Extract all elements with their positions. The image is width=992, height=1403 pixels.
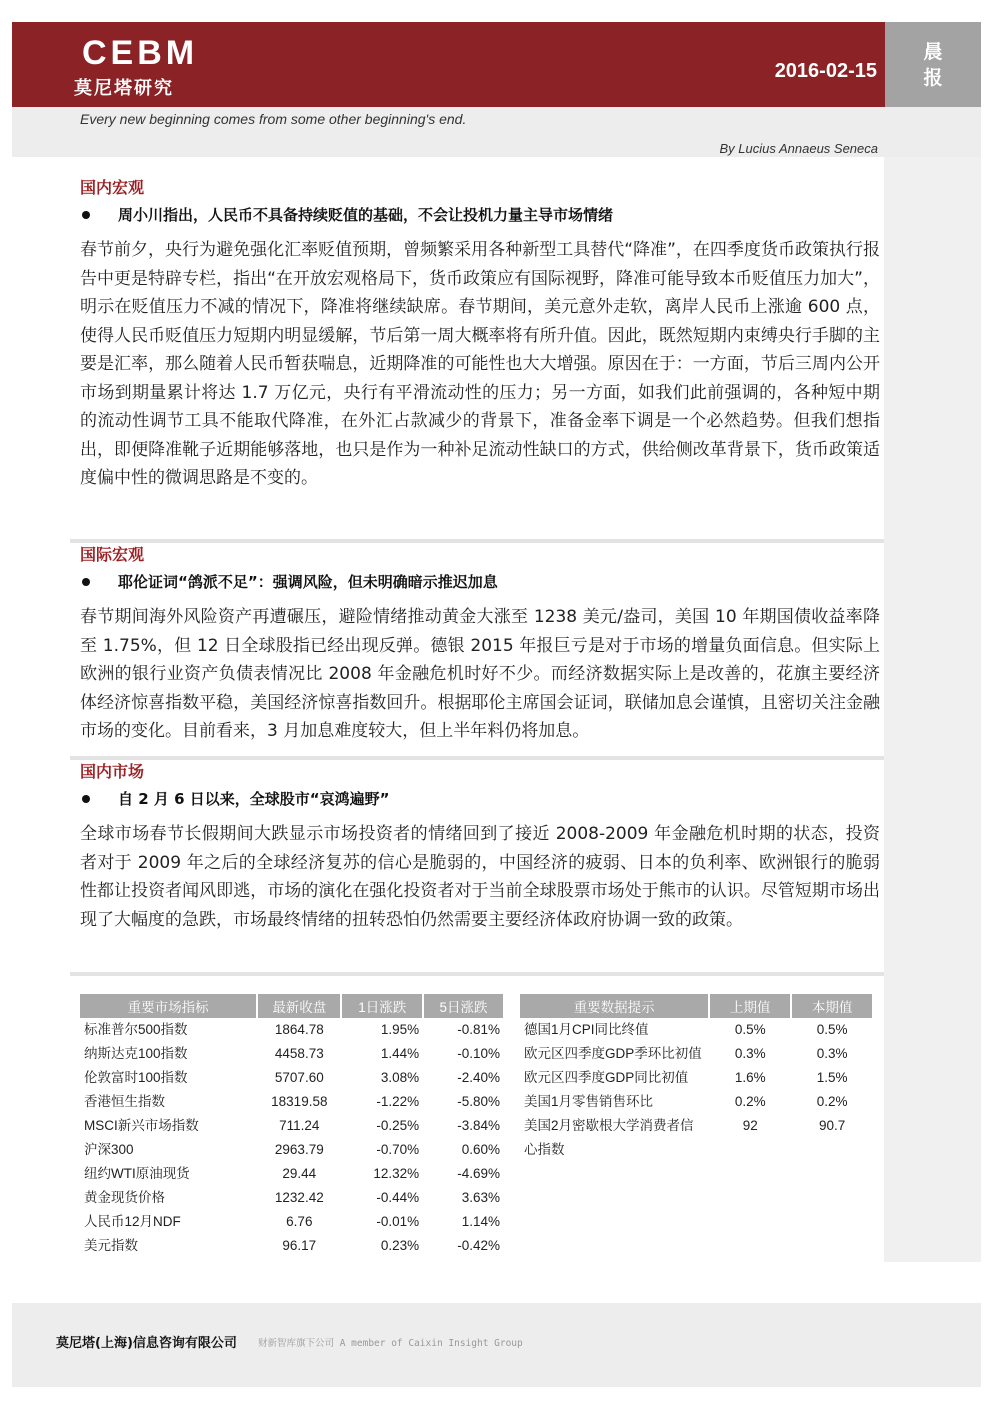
right-margin-strip — [884, 157, 981, 1262]
table-cell: -0.70% — [376, 1142, 420, 1157]
table-cell: 伦敦富时100指数 — [84, 1070, 188, 1085]
table-cell: -5.80% — [457, 1094, 500, 1109]
tag-line-2: 报 — [923, 66, 943, 89]
table-cell: 0.5% — [816, 1022, 848, 1037]
table-row — [80, 1186, 504, 1210]
bullet-dot-icon — [82, 578, 90, 586]
section-headline — [80, 200, 880, 230]
footer-note: 财新智库旗下公司 A member of Caixin Insight Group — [258, 1338, 523, 1349]
table-cell: 96.17 — [282, 1238, 317, 1253]
table-header-row — [520, 994, 873, 1018]
section-body: 春节期间海外风险资产再遭碾压，避险情绪推动黄金大涨至 1238 美元/盎司，美国 10 年期国债收益率降至 1.75%，但 12 日全球股指已经出现反弹。德银 2015 年报巨亏是对于市场的增量负面信息。但实际上欧洲的银行业资产负债表情况比 2008 年金融危机时好不少。而经济数据实际上是改善的，花旗主要经济体经济惊喜指数平稳，美国经济惊喜指数回升。根据耶伦主席国会证词，联储加息会谨慎，且密切关注金融市场的变化。目前看来，3 月加息难度较大，但上半年料仍将加息。 — [80, 607, 880, 741]
table-cell: 92 — [742, 1118, 758, 1133]
table-cell: MSCI新兴市场指数 — [84, 1118, 199, 1133]
table-cell: 12.32% — [373, 1166, 420, 1181]
table-header-row — [80, 994, 504, 1018]
section-headline — [80, 567, 880, 597]
table-cell: -0.44% — [376, 1190, 420, 1205]
table-cell: 1864.78 — [274, 1022, 324, 1037]
section-title: 国内宏观 — [80, 178, 145, 197]
table-row — [520, 1090, 873, 1114]
table-cell: 6.76 — [286, 1214, 313, 1229]
table-cell: -0.01% — [376, 1214, 420, 1229]
column-header: 上期值 — [709, 994, 791, 1018]
section-body: 全球市场春节长假期间大跌显示市场投资者的情绪回到了接近 2008-2009 年金融危机时期的状态，投资者对于 2009 年之后的全球经济复苏的信心是脆弱的，中国经济的疲弱、日本的负利率、欧洲银行的脆弱性都让投资者闻风即逃，市场的演化在强化投资者对于当前全球股票市场处于熊市的认识。尽管短期市场出现了大幅度的急跌，市场最终情绪的扭转恐怕仍然需要主要经济体政府协调一致的政策。 — [80, 824, 880, 930]
table-cell: 0.3% — [734, 1046, 766, 1061]
table-cell: -0.42% — [457, 1238, 500, 1253]
table-cell: 香港恒生指数 — [84, 1094, 165, 1109]
table-cell: 3.63% — [461, 1190, 500, 1205]
table-cell: 欧元区四季度GDP同比初值 — [524, 1070, 689, 1085]
bullet-dot-icon — [82, 795, 90, 803]
section-body: 春节前夕，央行为避免强化汇率贬值预期，曾频繁采用各种新型工具替代“降准”，在四季度货币政策执行报告中更是特辟专栏，指出“在开放宏观格局下，货币政策应有国际视野，降准可能导致本币贬值压力加大”，明示在贬值压力不减的情况下，降准将继续缺席。春节期间，美元意外走软，离岸人民币上涨逾 600 点，使得人民币贬值压力短期内明显缓解，节后第一周大概率将有所升值。因此，既然短期内束缚央行手脚的主要是汇率，那么随着人民币暂获喘息，近期降准的可能性也大大增强。原因在于：一方面，节后三周内公开市场到期量累计将达 1.7 万亿元，央行有平滑流动性的压力；另一方面，如我们此前强调的，各种短中期的流动性调节工具不能取代降准，在外汇占款减少的背景下，准备金率下调是一个必然趋势。但我们想指出，即便降准靴子近期能够落地，也只是作为一种补足流动性缺口的方式，供给侧改革背景下，货币政策适度偏中性的微调思路是不变的。 — [80, 240, 880, 488]
table-cell: 0.60% — [461, 1142, 500, 1157]
table-row — [80, 1042, 504, 1066]
table-cell: 4458.73 — [274, 1046, 324, 1061]
market-indicators-table — [80, 994, 505, 1258]
table-cell: -4.69% — [457, 1166, 500, 1181]
table-cell: 黄金现货价格 — [84, 1190, 165, 1205]
table-row — [80, 1066, 504, 1090]
table-cell: 2963.79 — [274, 1142, 324, 1157]
column-header: 重要市场指标 — [80, 994, 257, 1018]
table-cell: 0.23% — [380, 1238, 420, 1253]
report-date: 2016-02-15 — [774, 60, 877, 82]
section-domestic-macro — [80, 176, 880, 493]
table-cell: 美国1月零售销售环比 — [524, 1094, 654, 1109]
report-header — [12, 22, 885, 107]
table-row — [520, 1018, 873, 1042]
table-cell: 0.5% — [734, 1022, 766, 1037]
table-cell: 29.44 — [282, 1166, 317, 1181]
table-row — [80, 1138, 504, 1162]
table-row — [520, 1114, 873, 1162]
table-cell: -3.84% — [457, 1118, 500, 1133]
table-cell: 欧元区四季度GDP季环比初值 — [524, 1046, 702, 1061]
table-row — [80, 1234, 504, 1258]
table-cell: 0.3% — [816, 1046, 848, 1061]
section-international-macro — [80, 543, 880, 746]
column-header: 最新收盘 — [257, 994, 341, 1018]
headline-text: 耶伦证词“鸽派不足”：强调风险，但未明确暗示推迟加息 — [118, 573, 498, 591]
column-header: 1日涨跌 — [341, 994, 423, 1018]
column-header: 本期值 — [791, 994, 873, 1018]
table-cell: 美国2月密歇根大学消费者信心指数 — [524, 1118, 694, 1157]
table-cell: 1.5% — [816, 1070, 848, 1085]
table-cell: 纳斯达克100指数 — [84, 1046, 188, 1061]
table-row — [80, 1162, 504, 1186]
section-domestic-market — [80, 760, 880, 934]
key-data-table — [520, 994, 874, 1162]
table-cell: 人民币12月NDF — [84, 1214, 181, 1229]
table-cell: 美元指数 — [84, 1238, 138, 1253]
table-cell: 0.2% — [816, 1094, 848, 1109]
table-row — [80, 1090, 504, 1114]
table-cell: 德国1月CPI同比终值 — [524, 1022, 649, 1037]
table-cell: 1.6% — [734, 1070, 766, 1085]
section-title: 国际宏观 — [80, 545, 145, 564]
bullet-dot-icon — [82, 211, 90, 219]
column-header: 5日涨跌 — [423, 994, 504, 1018]
table-row — [520, 1042, 873, 1066]
column-header: 重要数据提示 — [520, 994, 709, 1018]
table-cell: 1.44% — [380, 1046, 420, 1061]
table-cell: 纽约WTI原油现货 — [84, 1166, 190, 1181]
report-type-tag — [885, 22, 981, 107]
quote-text: Every new beginning comes from some other beginning's end. — [80, 111, 467, 127]
table-cell: -2.40% — [457, 1070, 500, 1085]
table-cell: 1.95% — [380, 1022, 420, 1037]
table-row — [80, 1018, 504, 1042]
table-cell: 1.14% — [461, 1214, 500, 1229]
table-cell: 90.7 — [818, 1118, 846, 1133]
table-cell: -0.10% — [457, 1046, 500, 1061]
table-cell: -1.22% — [376, 1094, 420, 1109]
tag-line-1: 晨 — [923, 40, 943, 63]
table-row — [80, 1114, 504, 1138]
headline-text: 自 2 月 6 日以来，全球股市“哀鸿遍野” — [118, 790, 390, 808]
footer-company-name: 莫尼塔(上海)信息咨询有限公司 — [56, 1336, 237, 1351]
table-row — [520, 1066, 873, 1090]
table-cell: 18319.58 — [271, 1094, 328, 1109]
logo-subtitle: 莫尼塔研究 — [74, 78, 174, 99]
section-divider — [70, 972, 884, 976]
table-cell: -0.25% — [376, 1118, 420, 1133]
table-cell: 1232.42 — [274, 1190, 324, 1205]
table-cell: 711.24 — [279, 1118, 320, 1133]
table-cell: 5707.60 — [274, 1070, 324, 1085]
table-cell: 0.2% — [734, 1094, 766, 1109]
quote-author: By Lucius Annaeus Seneca — [719, 141, 878, 156]
table-cell: 3.08% — [380, 1070, 420, 1085]
section-headline — [80, 784, 880, 814]
table-cell: 标准普尔500指数 — [84, 1022, 188, 1037]
cebm-logo: CEBM — [82, 34, 199, 72]
table-cell: 沪深300 — [84, 1142, 134, 1157]
table-cell: -0.81% — [457, 1022, 500, 1037]
section-title: 国内市场 — [80, 762, 145, 781]
table-row — [80, 1210, 504, 1234]
headline-text: 周小川指出，人民币不具备持续贬值的基础，不会让投机力量主导市场情绪 — [118, 206, 614, 224]
